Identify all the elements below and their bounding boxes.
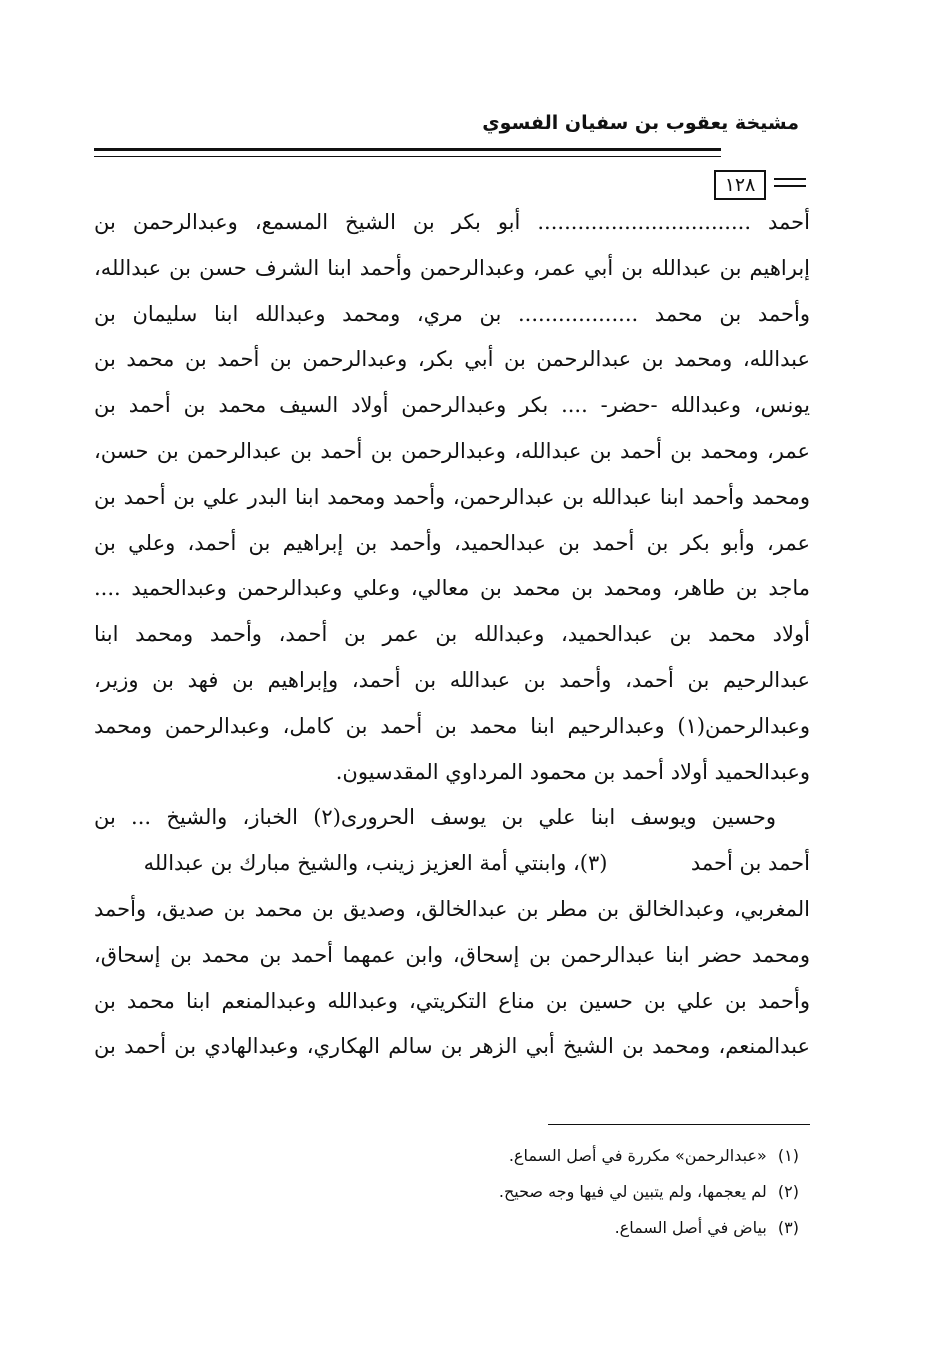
footnote-rule — [548, 1124, 810, 1125]
footnote-mark: (٣) — [777, 1218, 799, 1237]
footnote-mark: (١) — [777, 1146, 799, 1165]
text-line: ومحمد حضر ابنا عبدالرحمن بن إسحاق، وابن عمهما أحمد بن محمد بن إسحاق، — [94, 942, 810, 967]
text-line: وأحمد بن علي بن حسين بن مناع التكريتي، وعبدالله وعبدالمنعم ابنا محمد بن — [94, 988, 810, 1013]
page-number: ١٢٨ — [714, 170, 766, 200]
header-rule-thick — [94, 148, 721, 151]
page-number-ornament — [774, 178, 806, 192]
footnote — [499, 1210, 799, 1246]
footnote — [499, 1174, 799, 1210]
running-title: مشيخة يعقوب بن سفيان الفسوي — [482, 112, 799, 134]
footnote-text: لم يعجمها، ولم يتبين لي فيها وجه صحيح. — [498, 1182, 767, 1201]
footnote — [499, 1138, 799, 1174]
text-line: ماجد بن طاهر، ومحمد بن محمد بن معالي، وعلي وعبدالرحمن وعبدالحميد .... — [94, 576, 810, 601]
text-line: عمر، ومحمد بن أحمد بن عبدالله، وعبدالرحمن بن أحمد بن عبدالرحمن بن حسن، — [94, 438, 810, 463]
footnote-mark: (٢) — [777, 1182, 799, 1201]
text-line: وعبدالحميد أولاد أحمد بن محمود المرداوي المقدسيون. — [335, 759, 810, 784]
text-line-with-gap — [94, 841, 810, 887]
text-line: المغربي، وعبدالخالق بن مطر بن عبدالخالق، وصديق بن محمد بن صديق، وأحمد — [94, 896, 810, 921]
text-line: ومحمد وأحمد ابنا عبدالله بن عبدالرحمن، وأحمد ومحمد ابنا البدر علي بن أحمد بن — [94, 484, 810, 509]
text-line: وعبدالرحمن(١) وعبدالرحيم ابنا محمد بن أحمد بن كامل، وعبدالرحمن ومحمد — [94, 713, 810, 738]
text-line: عبدالرحيم بن أحمد، وأحمد بن عبدالله بن أحمد، وإبراهيم بن فهد بن وزير، — [94, 667, 810, 692]
body-text — [94, 200, 810, 1070]
text-line: وأحمد بن محمد .................. بن مري، ومحمد وعبدالله ابنا سليمان بن — [94, 301, 810, 326]
header-rule-thin — [94, 156, 721, 157]
footnote-text: «عبدالرحمن» مكررة في أصل السماع. — [508, 1146, 767, 1165]
text-fragment: أحمد بن أحمد — [690, 851, 810, 876]
text-line: إبراهيم بن عبدالله بن أبي عمر، وعبدالرحمن وأحمد ابنا الشرف حسن بن عبدالله، — [94, 255, 810, 280]
footnotes — [499, 1138, 799, 1246]
text-line: عمر، وأبو بكر بن أحمد بن عبدالحميد، وأحمد بن إبراهيم بن أحمد، وعلي بن — [94, 530, 810, 555]
footnote-text: بياض في أصل السماع. — [614, 1218, 767, 1237]
text-line: عبدالمنعم، ومحمد بن الشيخ أبي الزهر بن سالم الهكاري، وعبدالهادي بن أحمد بن — [94, 1034, 810, 1059]
text-line: يونس، وعبدالله -حضر- .... بكر وعبدالرحمن أولاد السيف محمد بن أحمد بن — [94, 393, 810, 418]
text-line: أحمد ................................ أبو بكر بن الشيخ المسمع، وعبدالرحمن بن — [94, 210, 810, 234]
text-fragment: (٣)، وابنتي أمة العزيز زينب، والشيخ مبارك بن عبدالله — [143, 851, 608, 876]
text-line: أولاد محمد بن عبدالحميد، وعبدالله بن عمر بن أحمد، وأحمد ومحمد ابنا — [94, 622, 810, 647]
text-line: عبدالله، ومحمد بن عبدالرحمن بن أبي بكر، وعبدالرحمن بن أحمد بن محمد بن — [94, 347, 810, 372]
text-line: وحسين ويوسف ابنا علي بن يوسف الحرورى(٢) الخباز، والشيخ ... بن — [94, 805, 776, 830]
